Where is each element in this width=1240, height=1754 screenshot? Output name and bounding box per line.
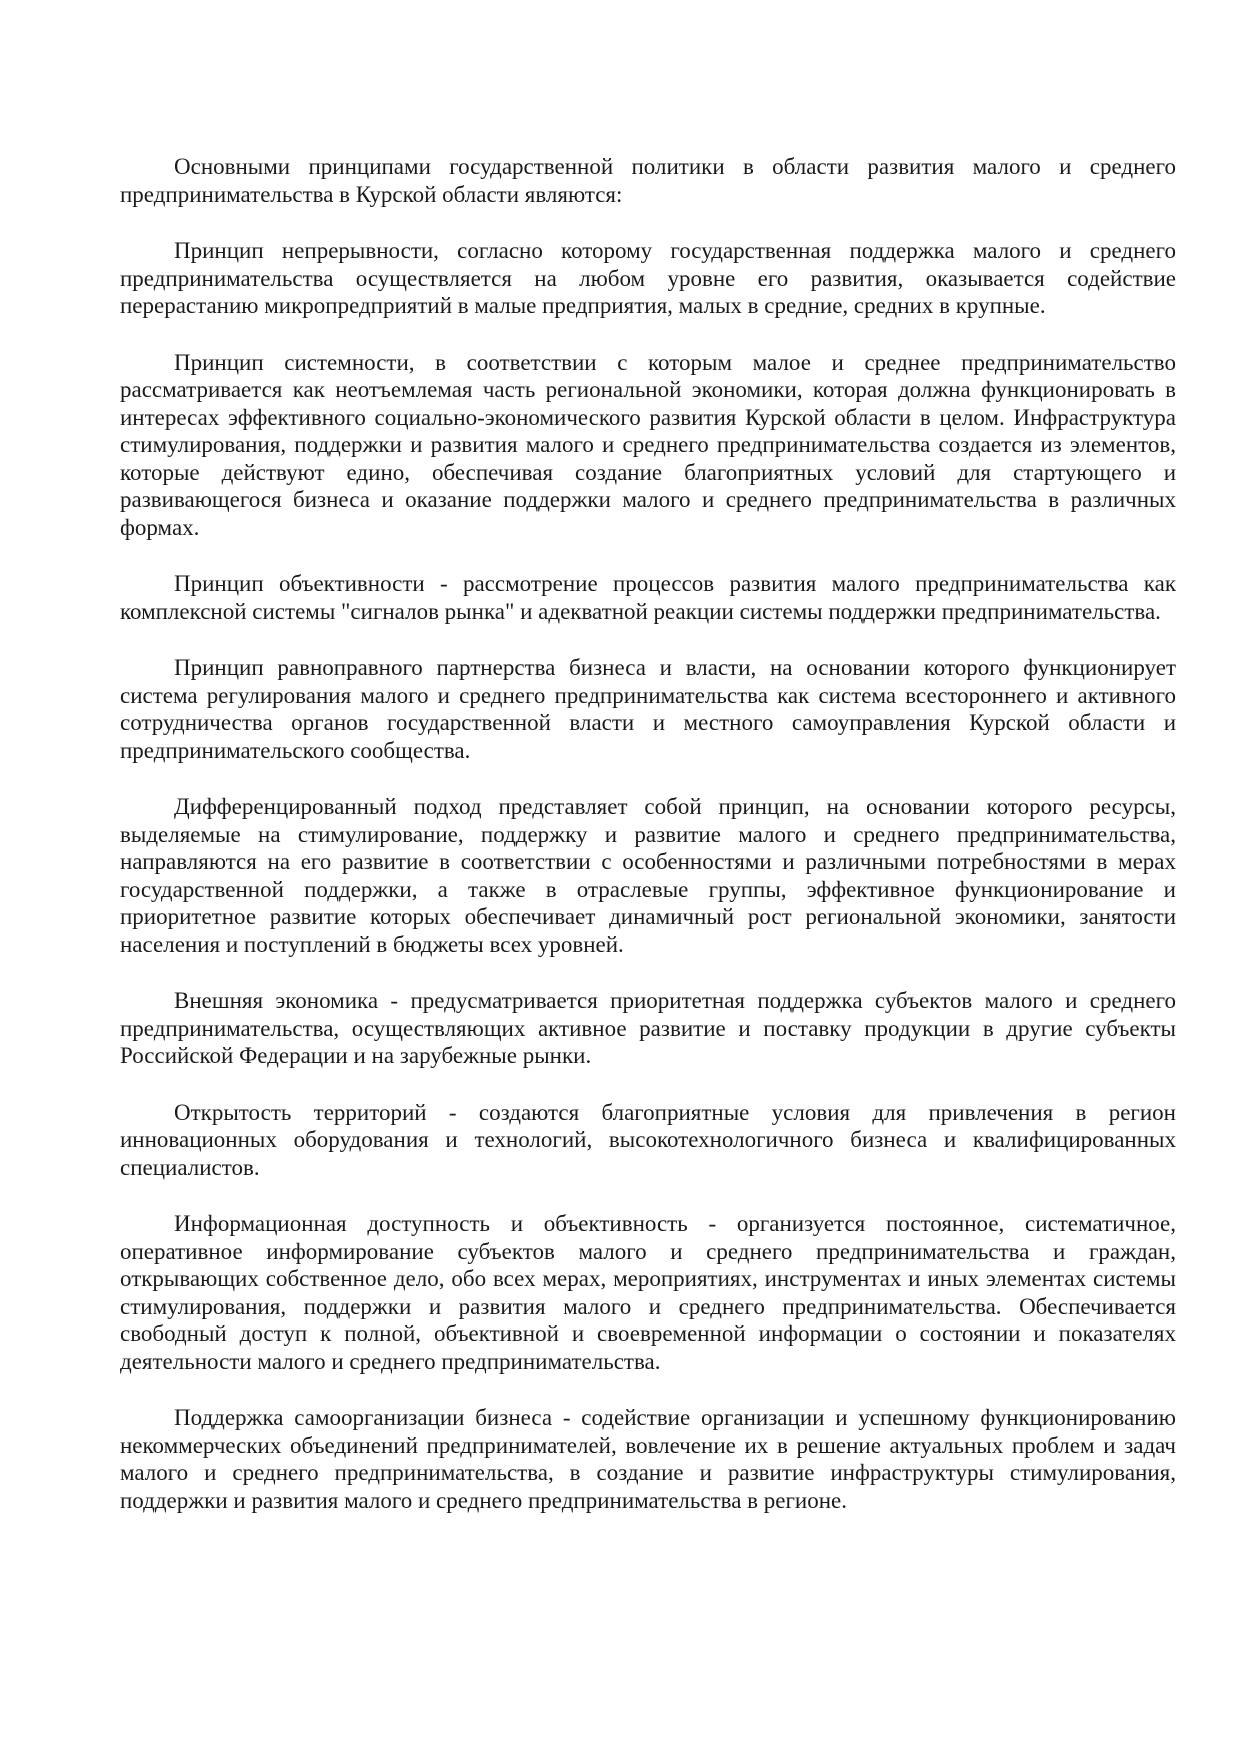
paragraph-business-self-organization: Поддержка самоорганизации бизнеса - содействие организации и успешному функционированию некоммерческих объединений предпринимателей, вовлечение их в решение актуальных проблем и задач малого и среднего предпринимательства, в создание и развитие инфраструктуры стимулирования, поддержки и развития малого и среднего предпринимательства в регионе. xyxy=(120,1405,1176,1513)
paragraph-differentiated-approach: Дифференцированный подход представляет собой принцип, на основании которого ресурсы, выделяемые на стимулирование, поддержку и развитие малого и среднего предпринимательства, направляются на его развитие в соответствии с особенностями и различными потребностями в мерах государственной поддержки, а также в отраслевые группы, эффективное функционирование и приоритетное развитие которых обеспечивает динамичный рост региональной экономики, занятости населения и поступлений в бюджеты всех уровней. xyxy=(120,794,1176,957)
document-body xyxy=(120,153,1176,1514)
paragraph-continuity-principle: Принцип непрерывности, согласно которому государственная поддержка малого и среднего предпринимательства осуществляется на любом уровне его развития, оказывается содействие перерастанию микропредприятий в малые предприятия, малых в средние, средних в крупные. xyxy=(120,238,1176,318)
paragraph-territory-openness: Открытость территорий - создаются благоприятные условия для привлечения в регион инновационных оборудования и технологий, высокотехнологичного бизнеса и квалифицированных специалистов. xyxy=(120,1099,1176,1180)
paragraph-external-economy: Внешняя экономика - предусматривается приоритетная поддержка субъектов малого и среднего предпринимательства, осуществляющих активное развитие и поставку продукции в другие субъекты Российской Федерации и на зарубежные рынки. xyxy=(120,988,1176,1068)
paragraph-intro: Основными принципами государственной политики в области развития малого и среднего предпринимательства в Курской области являются: xyxy=(120,154,1176,207)
paragraph-systemic-principle: Принцип системности, в соответствии с которым малое и среднее предпринимательство рассматривается как неотъемлемая часть региональной экономики, которая должна функционировать в интересах эффективного социально-экономического развития Курской области в целом. Инфраструктура стимулирования, поддержки и развития малого и среднего предпринимательства создается из элементов, которые действуют едино, обеспечивая создание благоприятных условий для стартующего и развивающегося бизнеса и оказание поддержки малого и среднего предпринимательства в различных формах. xyxy=(120,349,1176,540)
paragraph-partnership-principle: Принцип равноправного партнерства бизнеса и власти, на основании которого функционирует система регулирования малого и среднего предпринимательства как система всестороннего и активного сотрудничества органов государственной власти и местного самоуправления Курской области и предпринимательского сообщества. xyxy=(120,655,1176,763)
paragraph-objectivity-principle: Принцип объективности - рассмотрение процессов развития малого предпринимательства как комплексной системы "сигналов рынка" и адекватной реакции системы поддержки предпринимательства. xyxy=(120,571,1176,624)
paragraph-information-access: Информационная доступность и объективность - организуется постоянное, систематичное, оперативное информирование субъектов малого и среднего предпринимательства и граждан, открывающих собственное дело, обо всех мерах, мероприятиях, инструментах и иных элементах системы стимулирования, поддержки и развития малого и среднего предпринимательства. Обеспечивается свободный доступ к полной, объективной и своевременной информации о состоянии и показателях деятельности малого и среднего предпринимательства. xyxy=(120,1211,1176,1374)
